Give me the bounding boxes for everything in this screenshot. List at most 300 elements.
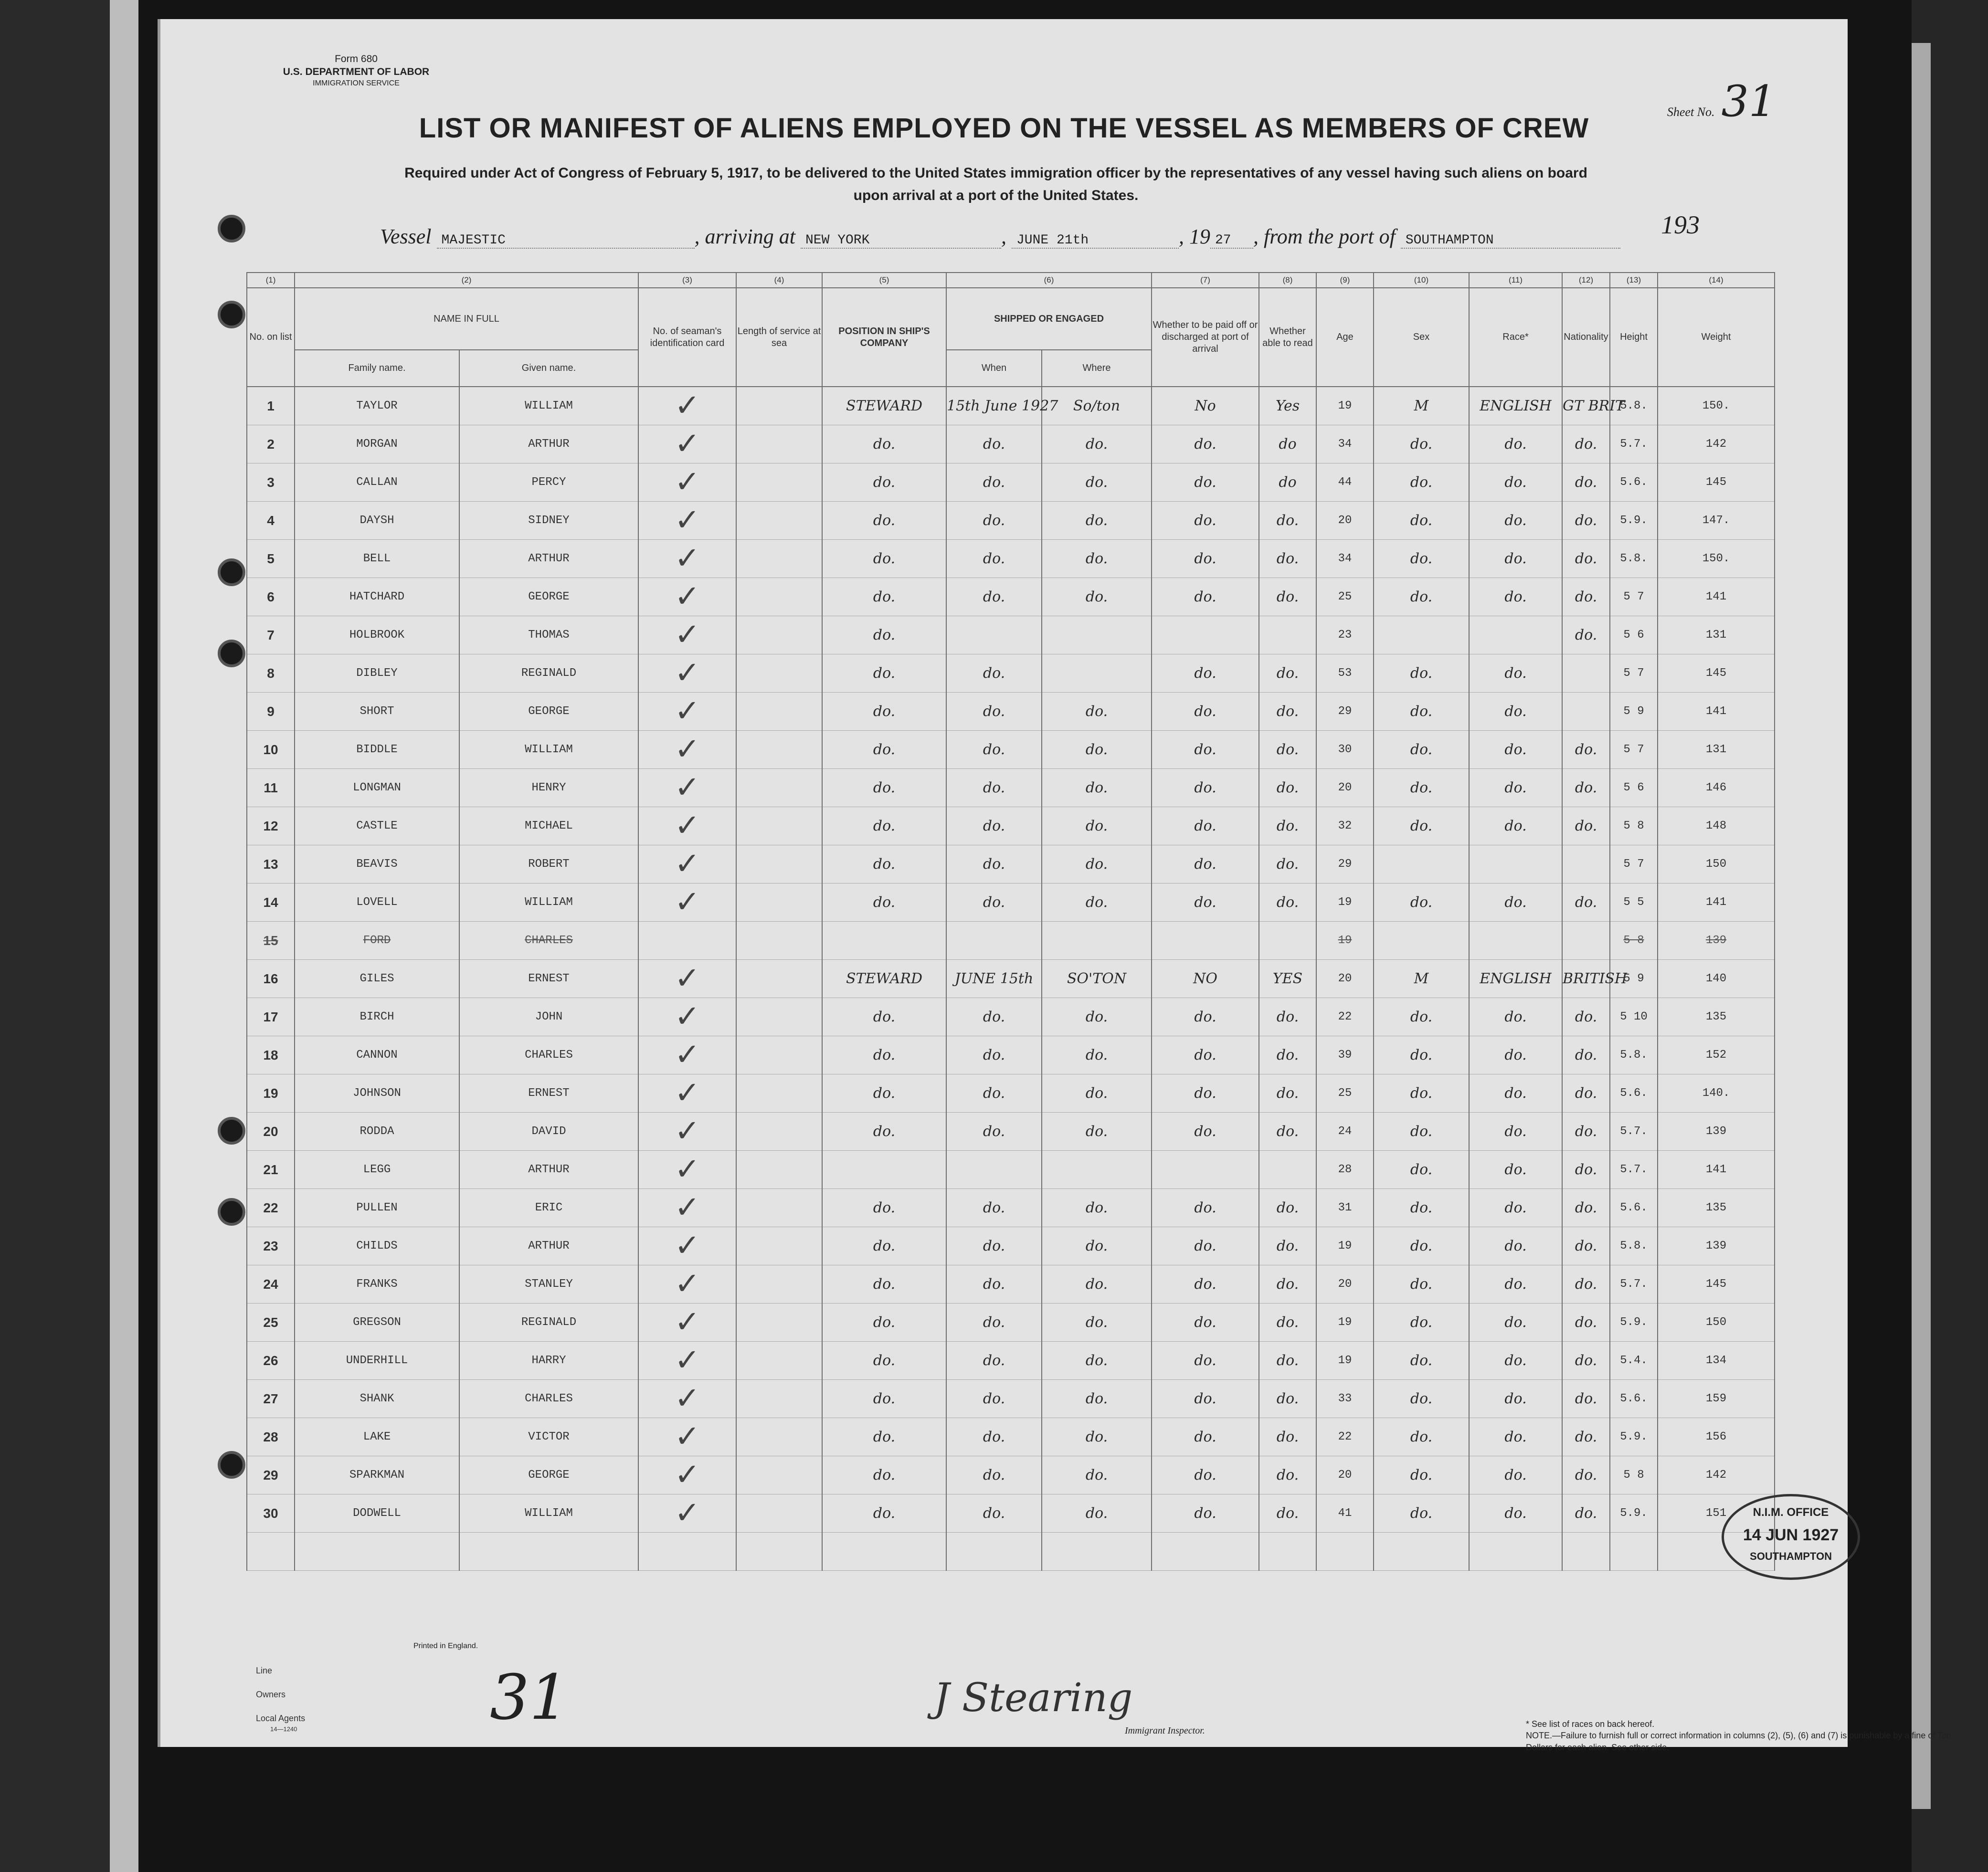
row-number: 28 [247,1418,295,1456]
row-number: 24 [247,1265,295,1304]
handwritten-line-number: 31 [490,1661,569,1734]
sex: do. [1374,1380,1469,1418]
given-name: REGINALD [459,1304,638,1342]
nationality: do. [1562,998,1610,1036]
able-to-read: do. [1259,1074,1316,1113]
length-service [736,1342,822,1380]
race [1469,845,1562,883]
shipped-where: do. [1042,998,1152,1036]
nationality: BRITISH [1562,960,1610,998]
position: do. [822,1418,946,1456]
given-name: ERNEST [459,1074,638,1113]
row-number: 13 [247,845,295,883]
table-row [247,1380,1775,1418]
paid-off: do. [1152,731,1259,769]
weight: 139 [1658,1227,1775,1265]
colnum: (6) [946,273,1152,288]
nationality: do. [1562,1494,1610,1533]
row-number: 29 [247,1456,295,1494]
blank-cell [946,1533,1042,1571]
race: do. [1469,654,1562,693]
race: do. [1469,883,1562,922]
age: 34 [1316,425,1374,463]
id-check-mark: ✓ [638,502,736,540]
race: do. [1469,769,1562,807]
given-name: HARRY [459,1342,638,1380]
nationality: do. [1562,1418,1610,1456]
weight: 135 [1658,998,1775,1036]
sex: do. [1374,1036,1469,1074]
position: do. [822,1189,946,1227]
age: 19 [1316,883,1374,922]
department: U.S. DEPARTMENT OF LABOR [283,66,430,78]
nationality [1562,654,1610,693]
given-name: WILLIAM [459,1494,638,1533]
height: 5 7 [1610,731,1658,769]
shipped-where: do. [1042,1380,1152,1418]
shipped-when [946,616,1042,654]
paid-off [1152,616,1259,654]
from-label: , from the port of [1253,225,1396,248]
position: do. [822,502,946,540]
able-to-read: do. [1259,1265,1316,1304]
given-name: PERCY [459,463,638,502]
shipped-when: do. [946,1418,1042,1456]
race: do. [1469,425,1562,463]
length-service [736,960,822,998]
table-row [247,1074,1775,1113]
sex: do. [1374,1265,1469,1304]
position: STEWARD [822,960,946,998]
length-service [736,883,822,922]
shipped-where: do. [1042,731,1152,769]
sex: do. [1374,654,1469,693]
age: 28 [1316,1151,1374,1189]
row-number: 2 [247,425,295,463]
table-row [247,1418,1775,1456]
age: 20 [1316,1456,1374,1494]
table-row [247,1342,1775,1380]
shipped-when: do. [946,1304,1042,1342]
manifest-page [158,19,1952,1752]
length-service [736,1304,822,1342]
nationality: do. [1562,1036,1610,1074]
row-number: 27 [247,1380,295,1418]
length-service [736,1151,822,1189]
given-name: ARTHUR [459,425,638,463]
family-name: CASTLE [295,807,459,845]
race: do. [1469,1380,1562,1418]
family-name: GREGSON [295,1304,459,1342]
weight: 141 [1658,883,1775,922]
family-name: LOVELL [295,883,459,922]
weight: 142 [1658,425,1775,463]
able-to-read [1259,922,1316,960]
sheet-value: 31 [1721,76,1776,126]
position: do. [822,1036,946,1074]
family-name: MORGAN [295,425,459,463]
family-name: JOHNSON [295,1074,459,1113]
shipped-where: do. [1042,1456,1152,1494]
agents-code: 14—1240 [270,1725,297,1733]
id-check-mark: ✓ [638,845,736,883]
given-name: GEORGE [459,578,638,616]
length-service [736,1494,822,1533]
able-to-read: do. [1259,1494,1316,1533]
paid-off: do. [1152,1265,1259,1304]
position: do. [822,998,946,1036]
shipped-where: do. [1042,1227,1152,1265]
id-check-mark: ✓ [638,387,736,425]
table-row [247,1456,1775,1494]
height: 5 9 [1610,693,1658,731]
weight: 156 [1658,1418,1775,1456]
paid-off: do. [1152,463,1259,502]
sex: do. [1374,883,1469,922]
family-name: FRANKS [295,1265,459,1304]
length-service [736,922,822,960]
able-to-read: do. [1259,578,1316,616]
paid-off: do. [1152,1494,1259,1533]
shipped-when: do. [946,463,1042,502]
race: do. [1469,463,1562,502]
position [822,922,946,960]
row-number: 10 [247,731,295,769]
office-stamp [1722,1494,1860,1580]
shipped-where [1042,616,1152,654]
family-name: CHILDS [295,1227,459,1265]
weight: 131 [1658,616,1775,654]
nationality: do. [1562,463,1610,502]
blank-cell [822,1533,946,1571]
height: 5.8. [1610,387,1658,425]
table-row [247,1227,1775,1265]
row-number: 7 [247,616,295,654]
race: ENGLISH [1469,960,1562,998]
given-name: VICTOR [459,1418,638,1456]
shipped-where: So/ton [1042,387,1152,425]
height: 5 6 [1610,769,1658,807]
given-name: MICHAEL [459,807,638,845]
row-number: 18 [247,1036,295,1074]
handwritten-number: 193 [1661,210,1700,239]
sheet-label: Sheet No. [1667,105,1715,119]
weight: 151 [1658,1494,1775,1533]
table-row [247,425,1775,463]
length-service [736,1380,822,1418]
weight: 150. [1658,387,1775,425]
paid-off: do. [1152,807,1259,845]
nationality: do. [1562,1265,1610,1304]
able-to-read: do [1259,425,1316,463]
printed-in: Printed in England. [413,1642,478,1650]
header-race: Race* [1469,288,1562,387]
position: do. [822,616,946,654]
header-where: Where [1042,350,1152,387]
shipped-when: do. [946,1342,1042,1380]
sex: do. [1374,693,1469,731]
shipped-where: do. [1042,502,1152,540]
height: 5 5 [1610,883,1658,922]
position: do. [822,1304,946,1342]
blank-cell [1316,1533,1374,1571]
position: do. [822,1380,946,1418]
age: 20 [1316,502,1374,540]
blank-cell [1562,1533,1610,1571]
arrival-date: JUNE 21th [1012,233,1179,249]
header-family-name: Family name. [295,350,459,387]
shipped-where: do. [1042,693,1152,731]
row-number: 15 [247,922,295,960]
blank-row [247,1533,1775,1571]
id-check-mark: ✓ [638,998,736,1036]
shipped-when: do. [946,883,1042,922]
race: do. [1469,1342,1562,1380]
length-service [736,1113,822,1151]
family-name: CALLAN [295,463,459,502]
weight: 152 [1658,1036,1775,1074]
shipped-when: do. [946,1265,1042,1304]
sex: do. [1374,807,1469,845]
race [1469,922,1562,960]
position: do. [822,845,946,883]
length-service [736,463,822,502]
family-name: SHANK [295,1380,459,1418]
family-name: HATCHARD [295,578,459,616]
given-name: ARTHUR [459,540,638,578]
header-paid-off: Whether to be paid off or discharged at port of arrival [1152,288,1259,387]
nationality: do. [1562,769,1610,807]
age: 22 [1316,998,1374,1036]
id-check-mark: ✓ [638,1456,736,1494]
height: 5.8. [1610,540,1658,578]
shipped-when: do. [946,845,1042,883]
shipped-when: do. [946,425,1042,463]
given-name: ERIC [459,1189,638,1227]
able-to-read [1259,1151,1316,1189]
weight: 139 [1658,922,1775,960]
able-to-read: do. [1259,1418,1316,1456]
id-check-mark: ✓ [638,769,736,807]
paid-off: do. [1152,1113,1259,1151]
paid-off: NO [1152,960,1259,998]
height: 5.6. [1610,1074,1658,1113]
shipped-when: do. [946,998,1042,1036]
colnum: (7) [1152,273,1259,288]
shipped-when: do. [946,1494,1042,1533]
family-name: BIDDLE [295,731,459,769]
row-number: 19 [247,1074,295,1113]
shipped-where: do. [1042,1189,1152,1227]
given-name: ARTHUR [459,1227,638,1265]
family-name: DAYSH [295,502,459,540]
sex: do. [1374,540,1469,578]
shipped-when: do. [946,1074,1042,1113]
height: 5.8. [1610,1227,1658,1265]
age: 19 [1316,1342,1374,1380]
shipped-where: do. [1042,1036,1152,1074]
position: do. [822,1227,946,1265]
id-check-mark: ✓ [638,960,736,998]
age: 29 [1316,693,1374,731]
paid-off: do. [1152,1036,1259,1074]
right-scan-edge [1912,0,1988,1872]
page-subtitle: Required under Act of Congress of February 5, 1917, to be delivered to the United States immigration officer by the representatives of any vessel having such aliens on board upon arrival at a port of the United States. [404,165,1587,203]
paid-off: do. [1152,693,1259,731]
arriving-label: , arriving at [694,225,795,248]
colnum: (1) [247,273,295,288]
shipped-when: do. [946,1456,1042,1494]
table-row [247,807,1775,845]
age: 19 [1316,922,1374,960]
blank-cell [1259,1533,1316,1571]
given-name: GEORGE [459,693,638,731]
form-number: Form 680 [335,53,378,64]
height: 5.9. [1610,1418,1658,1456]
age: 32 [1316,807,1374,845]
id-check-mark: ✓ [638,1494,736,1533]
stamp-top: N.I.M. OFFICE [1753,1506,1829,1519]
stamp-bottom: SOUTHAMPTON [1750,1550,1832,1562]
able-to-read: do. [1259,1227,1316,1265]
sex: do. [1374,1494,1469,1533]
paid-off: do. [1152,845,1259,883]
height: 5 9 [1610,960,1658,998]
shipped-when: do. [946,540,1042,578]
row-number: 4 [247,502,295,540]
race: do. [1469,1036,1562,1074]
able-to-read: do. [1259,769,1316,807]
colnum: (3) [638,273,736,288]
position: do. [822,883,946,922]
paid-off [1152,1151,1259,1189]
blank-cell [638,1533,736,1571]
age: 31 [1316,1189,1374,1227]
family-name: HOLBROOK [295,616,459,654]
age: 30 [1316,731,1374,769]
position: do. [822,540,946,578]
height: 5.9. [1610,502,1658,540]
row-number: 3 [247,463,295,502]
paid-off: do. [1152,425,1259,463]
height: 5.9. [1610,1304,1658,1342]
binding-hole [218,1451,245,1479]
age: 20 [1316,769,1374,807]
weight: 150 [1658,845,1775,883]
given-name: SIDNEY [459,502,638,540]
paid-off: do. [1152,998,1259,1036]
shipped-where: do. [1042,425,1152,463]
id-check-mark: ✓ [638,540,736,578]
race: do. [1469,1456,1562,1494]
family-name: CANNON [295,1036,459,1074]
able-to-read: do. [1259,807,1316,845]
paid-off: do. [1152,1456,1259,1494]
able-to-read: do. [1259,1456,1316,1494]
blank-cell [1042,1533,1152,1571]
id-check-mark: ✓ [638,807,736,845]
weight: 146 [1658,769,1775,807]
length-service [736,616,822,654]
shipped-where: do. [1042,1265,1152,1304]
nationality: do. [1562,578,1610,616]
height: 5 8 [1610,922,1658,960]
weight: 148 [1658,807,1775,845]
line-label: Line [256,1666,273,1675]
table-row [247,463,1775,502]
race-footnote: * See list of races on back hereof. [1526,1719,1655,1729]
paid-off: do. [1152,769,1259,807]
id-check-mark: ✓ [638,1036,736,1074]
table-row [247,540,1775,578]
year-prefix: , 19 [1178,225,1210,248]
table-row [247,769,1775,807]
shipped-when: 15th June 1927 [946,387,1042,425]
id-check-mark: ✓ [638,578,736,616]
shipped-when [946,922,1042,960]
height: 5 7 [1610,845,1658,883]
blank-cell [247,1533,295,1571]
nationality: do. [1562,616,1610,654]
length-service [736,845,822,883]
header-name-in-full: NAME IN FULL [295,288,638,350]
shipped-when: do. [946,769,1042,807]
colnum: (2) [295,273,638,288]
paid-off: do. [1152,654,1259,693]
shipped-where [1042,1151,1152,1189]
position: do. [822,1113,946,1151]
sex: do. [1374,998,1469,1036]
height: 5.4. [1610,1342,1658,1380]
age: 44 [1316,463,1374,502]
length-service [736,1074,822,1113]
given-name: WILLIAM [459,731,638,769]
family-name: UNDERHILL [295,1342,459,1380]
height: 5 7 [1610,578,1658,616]
table-row [247,693,1775,731]
colnum: (9) [1316,273,1374,288]
shipped-when: do. [946,1380,1042,1418]
sex: do. [1374,463,1469,502]
family-name: GILES [295,960,459,998]
paid-off: do. [1152,1342,1259,1380]
id-check-mark: ✓ [638,1227,736,1265]
weight: 139 [1658,1113,1775,1151]
sex: do. [1374,1151,1469,1189]
sex: do. [1374,502,1469,540]
nationality: do. [1562,502,1610,540]
family-name: SHORT [295,693,459,731]
id-check-mark: ✓ [638,425,736,463]
height: 5 10 [1610,998,1658,1036]
position: do. [822,1265,946,1304]
height: 5 8 [1610,807,1658,845]
sex: do. [1374,1456,1469,1494]
position: do. [822,1342,946,1380]
paid-off: do. [1152,1304,1259,1342]
header-row [247,288,1775,350]
height: 5 6 [1610,616,1658,654]
table-row [247,1113,1775,1151]
id-check-mark: ✓ [638,616,736,654]
shipped-where: do. [1042,1113,1152,1151]
race: do. [1469,693,1562,731]
blank-cell [459,1533,638,1571]
able-to-read: do. [1259,1036,1316,1074]
age: 20 [1316,1265,1374,1304]
row-number: 11 [247,769,295,807]
row-number: 17 [247,998,295,1036]
